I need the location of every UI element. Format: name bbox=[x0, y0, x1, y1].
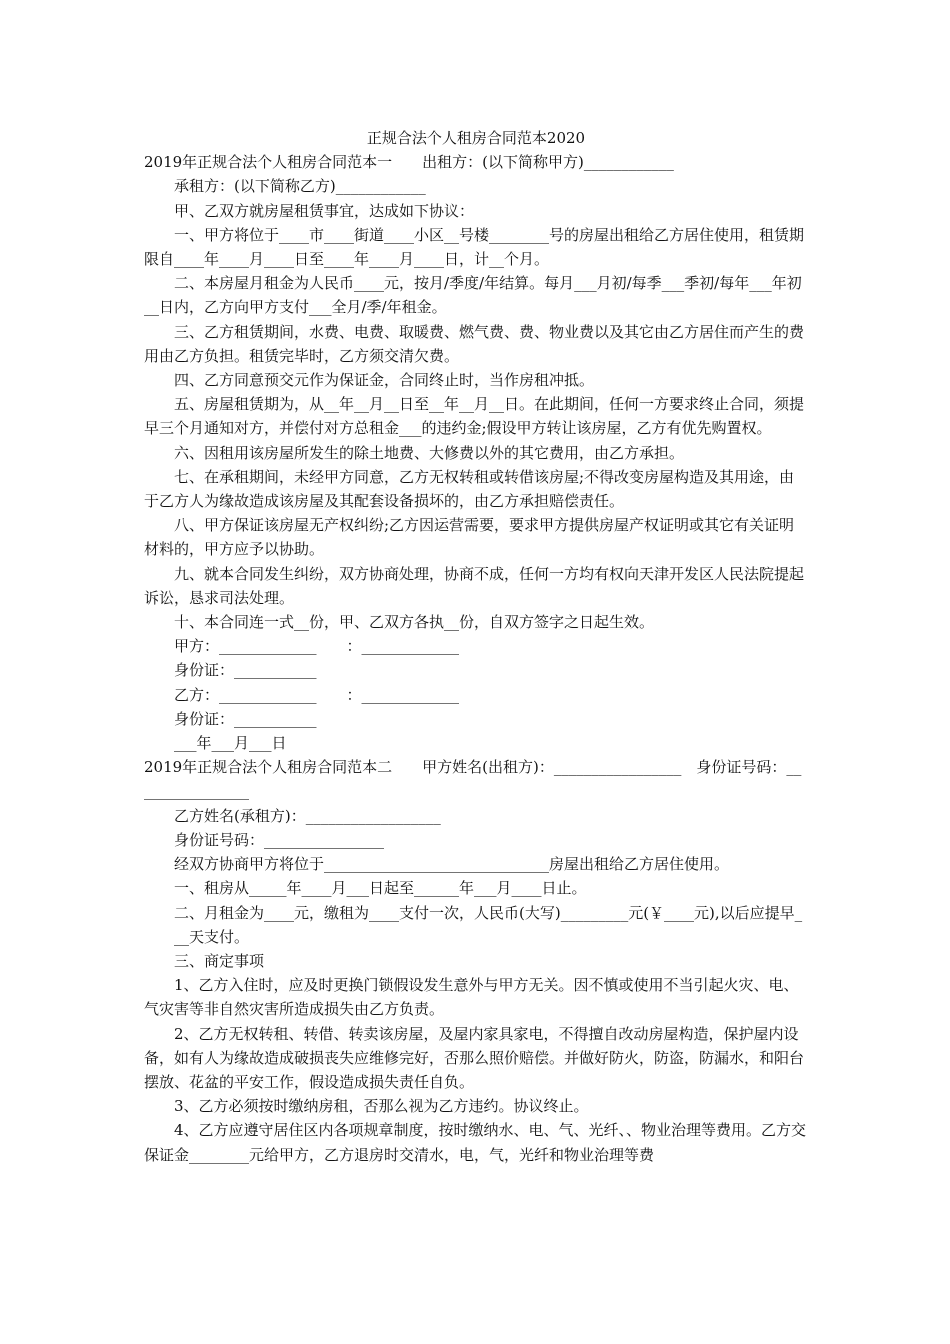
paragraph: 五、房屋租赁期为，从__年__月__日至__年__月__日。在此期间，任何一方要求终止合同，须提早三个月通知对方，并偿付对方总租金___的违约金;假设甲方转让该房屋，乙方有优先购置权。 bbox=[144, 395, 805, 438]
paragraph: 九、就本合同发生纠纷，双方协商处理，协商不成，任何一方均有权向天津开发区人民法院提起诉讼，恳求司法处理。 bbox=[144, 564, 805, 607]
paragraph: 乙方：_____________ ：_____________ bbox=[174, 685, 460, 704]
document-body bbox=[144, 150, 808, 1167]
document-title: 正规合法个人租房合同范本2020 bbox=[366, 129, 586, 147]
paragraph: 身份证：___________ bbox=[174, 709, 317, 728]
paragraph: 一、甲方将位于____市____街道____小区__号楼________号的房屋出租给乙方居住使用，租赁期限自____年____月____日至____年____月____日，计__个月。 bbox=[144, 225, 805, 269]
paragraph: 3、乙方必须按时缴纳房租，否那么视为乙方违约。协议终止。 bbox=[174, 1097, 589, 1116]
paragraph: 六、因租用该房屋所发生的除土地费、大修费以外的其它费用，由乙方承担。 bbox=[174, 443, 685, 462]
paragraph: 身份证号码：________________ bbox=[174, 830, 385, 849]
paragraph: 三、乙方租赁期间，水费、电费、取暖费、燃气费、费、物业费以及其它由乙方居住而产生的费用由乙方负担。租赁完毕时，乙方须交清欠费。 bbox=[144, 322, 805, 365]
paragraph: ___年___月___日 bbox=[174, 734, 287, 753]
paragraph: 经双方协商甲方将位于______________________________房屋出租给乙方居住使用。 bbox=[174, 855, 730, 874]
paragraph: 乙方姓名(承租方)：__________________ bbox=[174, 806, 441, 825]
paragraph: 二、本房屋月租金为人民币____元，按月/季度/年结算。每月___月初/每季___季初/每年___年初__日内，乙方向甲方支付___全月/季/年租金。 bbox=[144, 274, 802, 317]
paragraph: 二、月租金为____元，缴租为____支付一次，人民币(大写)_________元(￥____元),以后应提早___天支付。 bbox=[174, 903, 803, 946]
paragraph: 八、甲方保证该房屋无产权纠纷;乙方因运营需要，要求甲方提供房屋产权证明或其它有关证明材料的，甲方应予以协助。 bbox=[144, 516, 795, 559]
paragraph: 4、乙方应遵守居住区内各项规章制度，按时缴纳水、电、气、光纤、、物业治理等费用。乙方交保证金________元给甲方，乙方退房时交清水，电，气，光纤和物业治理等费 bbox=[144, 1121, 807, 1164]
paragraph: 1、乙方入住时，应及时更换门锁假设发生意外与甲方无关。因不慎或使用不当引起火灾、电、气灾害等非自然灾害所造成损失由乙方负责。 bbox=[144, 976, 799, 1019]
paragraph: 四、乙方同意预交元作为保证金，合同终止时，当作房租冲抵。 bbox=[174, 371, 595, 390]
paragraph: 一、租房从_____年____月___日起至______年___月____日止。 bbox=[174, 879, 587, 898]
paragraph: 甲、乙双方就房屋租赁事宜，达成如下协议： bbox=[174, 201, 475, 220]
document-page bbox=[144, 126, 808, 1167]
paragraph: 承租方：(以下简称乙方)____________ bbox=[174, 177, 426, 196]
paragraph: 七、在承租期间，未经甲方同意，乙方无权转租或转借该房屋;不得改变房屋构造及其用途，由于乙方人为缘故造成该房屋及其配套设备损坏的，由乙方承担赔偿责任。 bbox=[144, 467, 795, 511]
paragraph: 2019年正规合法个人租房合同范本二 甲方姓名(出租方)：_________________ 身份证号码：________________ bbox=[144, 758, 802, 801]
paragraph: 身份证：___________ bbox=[174, 661, 317, 680]
paragraph: 十、本合同连一式__份，甲、乙双方各执__份，自双方签字之日起生效。 bbox=[174, 613, 655, 632]
paragraph: 2019年正规合法个人租房合同范本一 出租方：(以下简称甲方)____________ bbox=[144, 153, 674, 172]
paragraph: 甲方：_____________ ：_____________ bbox=[174, 637, 460, 656]
paragraph: 三、商定事项 bbox=[174, 951, 265, 970]
paragraph: 2、乙方无权转租、转借、转卖该房屋，及屋内家具家电，不得擅自改动房屋构造，保护屋内设备，如有人为缘故造成破损丧失应维修完好，否那么照价赔偿。并做好防火，防盗，防漏水，和阳台摆放、花盆的平安工作，假设造成损失责任自负。 bbox=[144, 1024, 805, 1091]
